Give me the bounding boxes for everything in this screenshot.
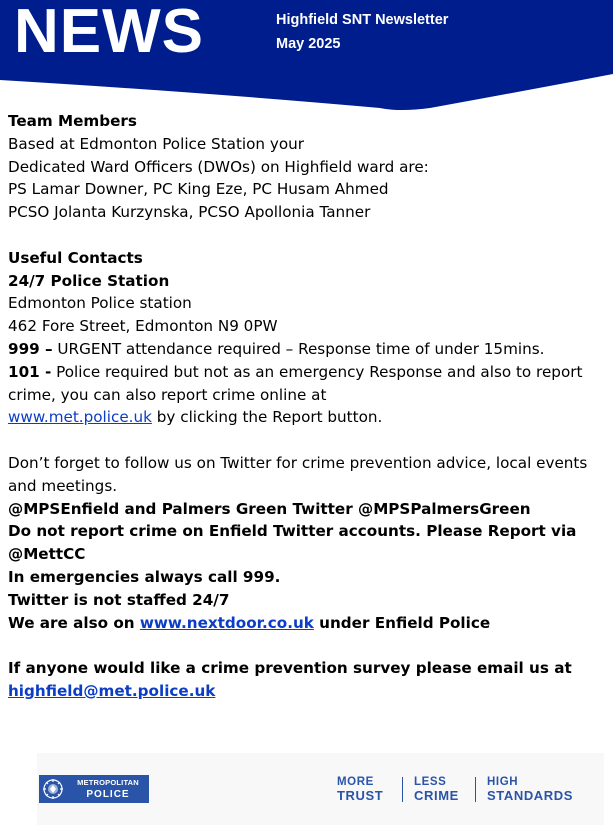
team-heading: Team Members <box>8 112 137 130</box>
slogan-big: STANDARDS <box>487 788 574 803</box>
nextdoor-line <box>8 612 608 635</box>
slogan-big: TRUST <box>337 788 384 803</box>
newsletter-date: May 2025 <box>276 36 341 52</box>
number-999: 999 – <box>8 339 53 358</box>
team-line: PS Lamar Downer, PC King Eze, PC Husam Ahmed <box>8 180 389 199</box>
number-101-text: Police required but not as an emergency Response and also to report crime, you can also report crime online at <box>8 362 583 404</box>
spacer <box>8 429 608 452</box>
metropolitan-police-logo <box>39 775 149 803</box>
twitter-staffing: Twitter is not staffed 24/7 <box>8 590 230 609</box>
team-line: Dedicated Ward Officers (DWOs) on Highfield ward are: <box>8 157 429 176</box>
newsletter-body <box>8 110 608 703</box>
number-999-text: URGENT attendance required – Response time of under 15mins. <box>52 339 545 358</box>
met-police-link[interactable]: www.met.police.uk <box>8 408 152 427</box>
logo-line-2: POLICE <box>86 789 130 800</box>
team-line: Based at Edmonton Police Station your <box>8 134 305 153</box>
news-banner <box>0 0 613 112</box>
slogan-less-crime <box>414 776 459 802</box>
non-emergency-line <box>8 361 608 407</box>
twitter-warning: Do not report crime on Enfield Twitter accounts. Please Report via @MettCC <box>8 522 577 564</box>
met-link-suffix: by clicking the Report button. <box>151 408 383 427</box>
footer-bar <box>37 753 604 825</box>
slogan-high-standards <box>487 776 573 802</box>
crest-icon <box>42 778 64 800</box>
station-heading: 24/7 Police Station <box>8 271 170 290</box>
slogan-big: CRIME <box>414 788 459 803</box>
contacts-heading: Useful Contacts <box>8 248 143 267</box>
nextdoor-link[interactable]: www.nextdoor.co.uk <box>139 613 314 632</box>
team-line: PCSO Jolanta Kurzynska, PCSO Apollonia Tanner <box>8 203 371 222</box>
met-link-line <box>8 406 608 429</box>
survey-text: If anyone would like a crime prevention survey please email us at <box>8 659 572 678</box>
station-name: Edmonton Police station <box>8 294 192 313</box>
slogan-small: MORE <box>337 776 374 788</box>
slogan-small: LESS <box>414 776 447 788</box>
logo-line-1: METROPOLITAN <box>77 778 139 787</box>
newsletter-title: Highfield SNT Newsletter <box>276 12 449 28</box>
number-101: 101 - <box>8 362 52 381</box>
emergency-number-line <box>8 338 608 361</box>
survey-email-line <box>8 680 608 703</box>
spacer <box>8 224 608 247</box>
spacer <box>8 634 608 657</box>
slogan-divider <box>402 777 403 802</box>
nextdoor-prefix: We are also on <box>8 613 140 632</box>
slogan-more-trust <box>337 776 383 802</box>
twitter-intro: Don’t forget to follow us on Twitter for crime prevention advice, local events and meetings. <box>8 453 588 495</box>
station-address: 462 Fore Street, Edmonton N9 0PW <box>8 317 278 336</box>
slogan-divider <box>475 777 476 802</box>
survey-email-link[interactable]: highfield@met.police.uk <box>8 681 216 700</box>
nextdoor-suffix: under Enfield Police <box>313 613 491 632</box>
emergency-notice: In emergencies always call 999. <box>8 567 281 586</box>
slogan-small: HIGH <box>487 776 519 788</box>
twitter-handles: @MPSEnfield and Palmers Green Twitter @MPSPalmersGreen <box>8 499 531 518</box>
news-masthead: NEWS <box>14 0 204 66</box>
